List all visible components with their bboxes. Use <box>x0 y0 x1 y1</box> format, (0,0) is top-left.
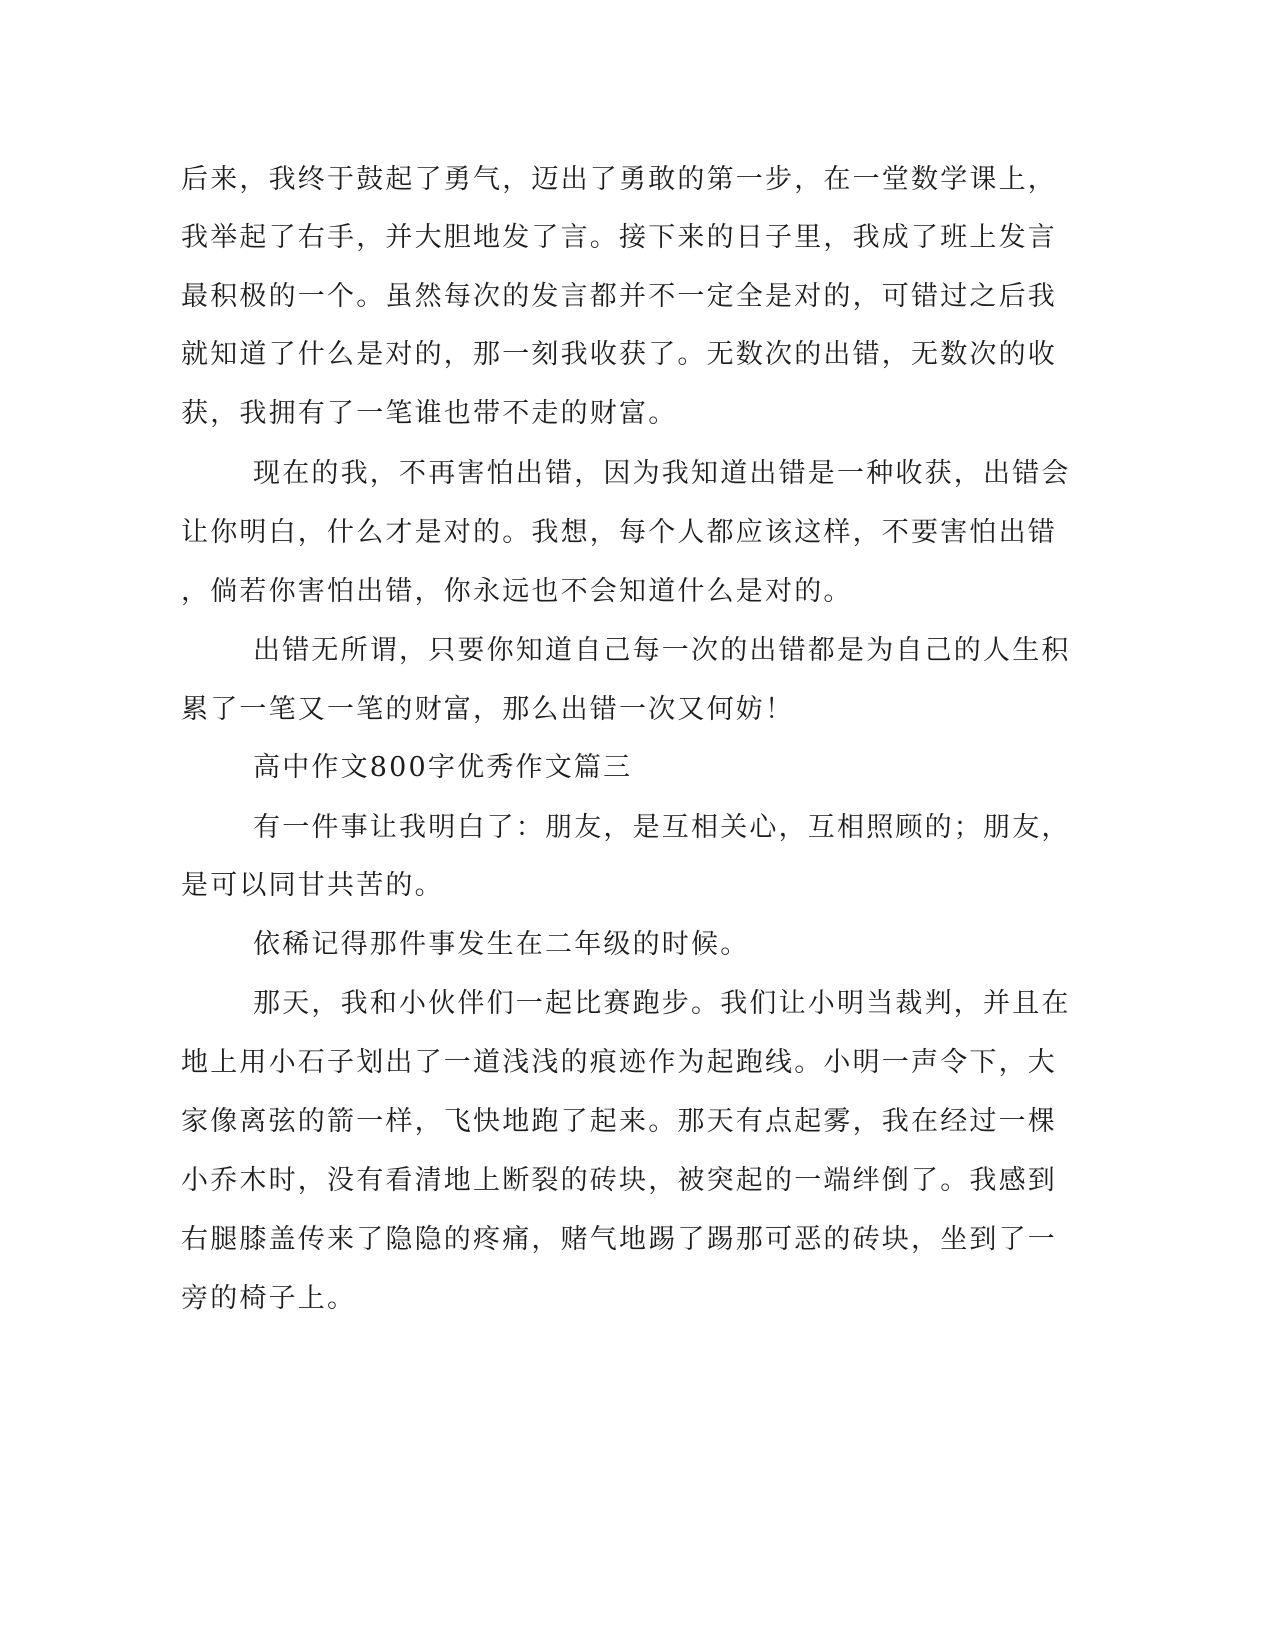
paragraph-first-line: 有一件事让我明白了：朋友，是互相关心，互相照顾的；朋友， <box>253 812 1071 843</box>
text-line: 累了一笔又一笔的财富，那么出错一次又何妨！ <box>181 694 795 725</box>
text-line: 右腿膝盖传来了隐隐的疼痛，赌气地踢了踢那可恶的砖块，坐到了一 <box>181 1224 1057 1255</box>
paragraph-first-line: 那天，我和小伙伴们一起比赛跑步。我们让小明当裁判，并且在 <box>253 988 1071 1019</box>
text-line: ，倘若你害怕出错，你永远也不会知道什么是对的。 <box>181 576 853 607</box>
text-line: 地上用小石子划出了一道浅浅的痕迹作为起跑线。小明一声令下，大 <box>181 1047 1057 1078</box>
paragraph-first-line: 出错无所谓，只要你知道自己每一次的出错都是为自己的人生积 <box>253 635 1071 666</box>
text-line: 让你明白，什么才是对的。我想，每个人都应该这样，不要害怕出错 <box>181 517 1057 548</box>
paragraph-first-line: 依稀记得那件事发生在二年级的时候。 <box>253 929 750 960</box>
text-line: 是可以同甘共苦的。 <box>181 870 444 901</box>
text-line: 小乔木时，没有看清地上断裂的砖块，被突起的一端绊倒了。我感到 <box>181 1165 1057 1196</box>
text-line: 就知道了什么是对的，那一刻我收获了。无数次的出错，无数次的收 <box>181 339 1057 370</box>
essay-body <box>181 0 1071 1650</box>
text-line: 家像离弦的箭一样，飞快地跑了起来。那天有点起雾，我在经过一棵 <box>181 1106 1057 1137</box>
section-title: 高中作文800字优秀作文篇三 <box>253 752 633 783</box>
text-line: 我举起了右手，并大胆地发了言。接下来的日子里，我成了班上发言 <box>181 222 1057 253</box>
text-line: 后来，我终于鼓起了勇气，迈出了勇敢的第一步，在一堂数学课上， <box>181 164 1057 195</box>
text-line: 最积极的一个。虽然每次的发言都并不一定全是对的，可错过之后我 <box>181 281 1057 312</box>
text-line: 获，我拥有了一笔谁也带不走的财富。 <box>181 398 678 429</box>
paragraph-first-line: 现在的我，不再害怕出错，因为我知道出错是一种收获，出错会 <box>253 458 1071 489</box>
text-line: 旁的椅子上。 <box>181 1283 357 1314</box>
